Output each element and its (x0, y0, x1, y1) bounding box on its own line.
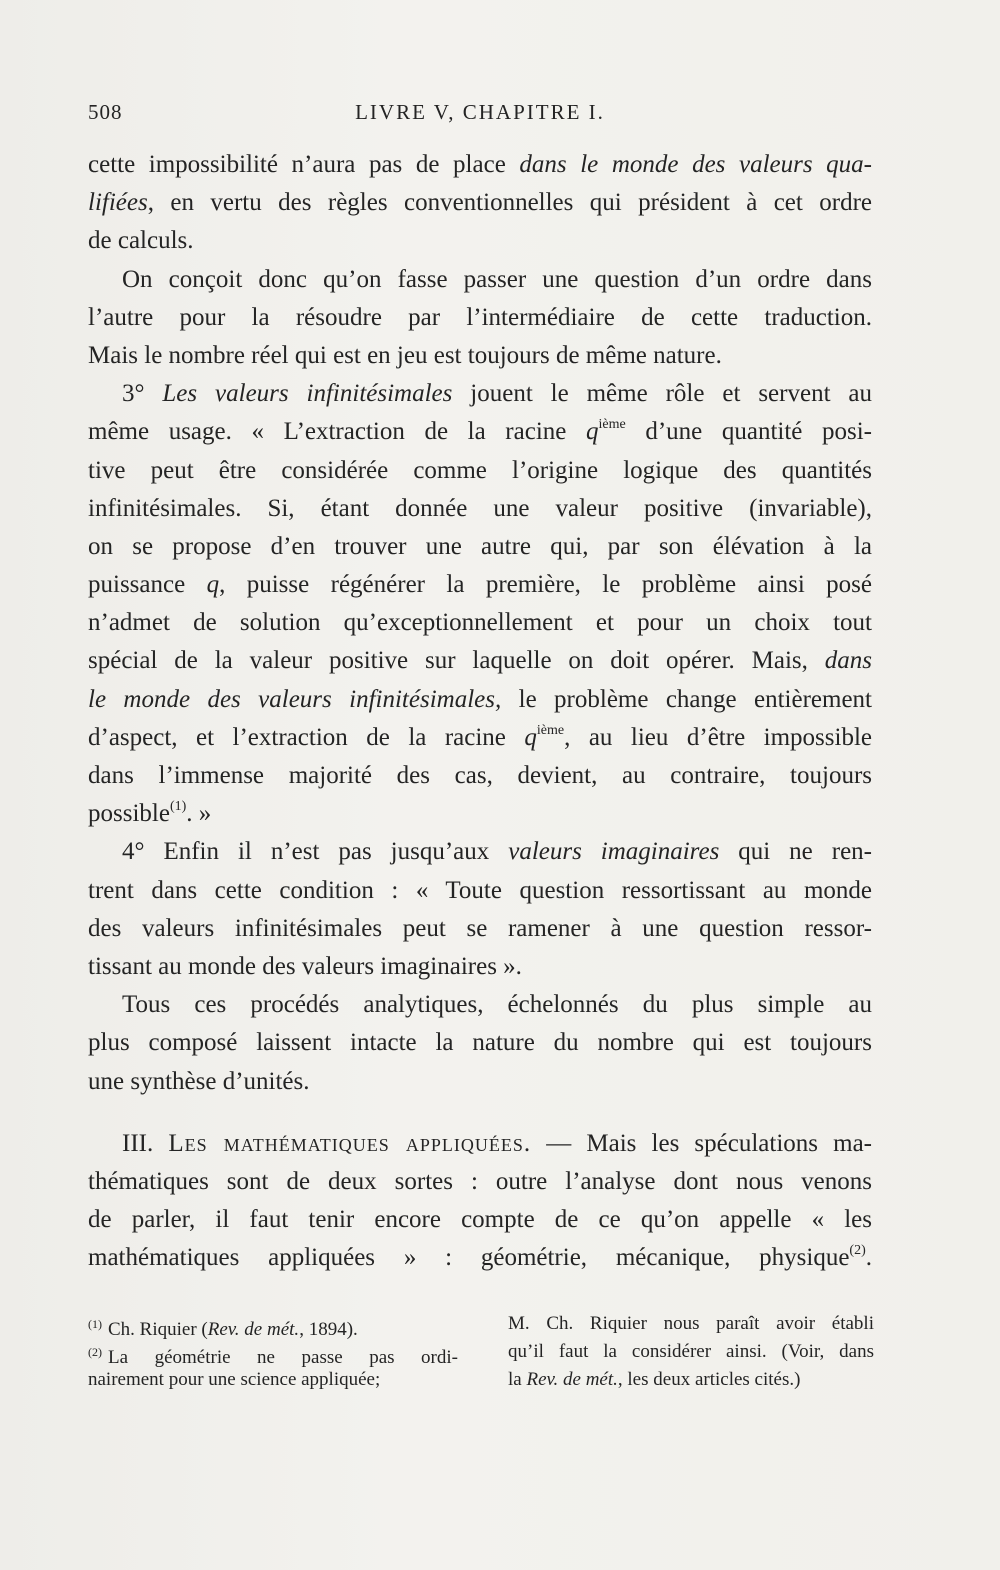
text-line: thématiques sont de deux sortes : outre l’analyse dont nous venons (88, 1167, 872, 1195)
text-line: de parler, il faut tenir encore compte de ce qu’on appelle « les (88, 1206, 872, 1234)
text-line: 3° Les valeurs infinitésimales jouent le même rôle et servent au (122, 380, 873, 408)
text-line: Mais le nombre réel qui est en jeu est toujours de même nature. (88, 341, 722, 369)
text-line: puissance q, puisse régénérer la première, le problème ainsi posé (88, 571, 872, 599)
text-line: on se propose d’en trouver une autre qui, par son élévation à la (88, 532, 872, 560)
text-line: On conçoit donc qu’on fasse passer une question d’un ordre dans (122, 265, 872, 293)
paragraph-4 (88, 833, 872, 986)
text-line: cette impossibilité n’aura pas de place dans le monde des valeurs qua- (88, 151, 872, 178)
body-text (88, 146, 872, 1277)
footnotes-left-column (88, 1310, 458, 1394)
page-number: 508 (88, 100, 123, 124)
section-gap (88, 1101, 872, 1125)
footnote-2: $^{(2)}$ La géométrie ne passe pas ordi- (88, 1345, 458, 1368)
footnote-ref[interactable]: (1) (169, 799, 187, 815)
paragraph-6 (88, 1125, 872, 1278)
footnote-line: M. Ch. Riquier nous paraît avoir établi (508, 1313, 874, 1334)
footnote-line: la Rev. de mét., les deux articles cités.) (508, 1369, 801, 1390)
text-line: une synthèse d’unités. (88, 1067, 310, 1095)
text-line: des valeurs infinitésimales peut se ramener à une question ressor- (88, 914, 872, 942)
section-heading: Les mathématiques appliquées. (168, 1129, 532, 1157)
page-header (88, 100, 872, 132)
text-line: tissant au monde des valeurs imaginaires ». (88, 952, 522, 980)
text-line: trent dans cette condition : « Toute question ressortissant au monde (88, 876, 872, 904)
text-line: de calculs. (88, 227, 194, 255)
text-line: l’autre pour la résoudre par l’intermédiaire de cette traduction. (88, 303, 872, 331)
text-line: même usage. « L’extraction de la racine $q^{ième}$ d’une quantité posi- (88, 417, 872, 446)
text-line: d’aspect, et l’extraction de la racine $q^{ième}$, au lieu d’être impossible (88, 722, 872, 751)
footnote-line: nairement pour une science appliquée; (88, 1369, 381, 1390)
text-line: dans l’immense majorité des cas, devient, au contraire, toujours (88, 762, 872, 789)
text-line: mathématiques appliquées » : géométrie, mécanique, physique$^{(2)}$. (88, 1243, 872, 1272)
footnote-line: qu’il faut la considérer ainsi. (Voir, dans (508, 1341, 874, 1362)
text-line: III. Les mathématiques appliquées. — Mais les spéculations ma- (122, 1129, 872, 1157)
paragraph-2 (88, 261, 872, 376)
text-line: tive peut être considérée comme l’origine logique des quantités (88, 456, 872, 484)
paragraph-5 (88, 986, 872, 1101)
footnote-ref[interactable]: (2) (849, 1243, 866, 1259)
footnote-1: $^{(1)}$ Ch. Riquier (Rev. de mét., 1894). (88, 1317, 358, 1340)
text-line: 4° Enfin il n’est pas jusqu’aux valeurs imaginaires qui ne ren- (122, 838, 872, 866)
paragraph-1 (88, 146, 872, 261)
text-line: n’admet de solution qu’exceptionnellement et pour un choix tout (88, 609, 872, 637)
text-line: spécial de la valeur positive sur laquelle on doit opérer. Mais, dans (88, 647, 872, 675)
text-line: possible$^{(1)}$. » (88, 799, 212, 828)
text-line: Tous ces procédés analytiques, échelonnés du plus simple au (122, 991, 872, 1019)
text-line: infinitésimales. Si, étant donnée une valeur positive (invariable), (88, 494, 872, 522)
footnotes-right-column (508, 1310, 874, 1394)
text-line: lifiées, en vertu des règles conventionnelles qui président à cet ordre (88, 189, 872, 217)
text-line: plus composé laissent intacte la nature du nombre qui est toujours (88, 1029, 872, 1057)
running-head: LIVRE V, CHAPITRE I. (355, 100, 605, 124)
text-line: le monde des valeurs infinitésimales, le problème change entièrement (88, 685, 872, 713)
paragraph-3 (88, 375, 872, 833)
